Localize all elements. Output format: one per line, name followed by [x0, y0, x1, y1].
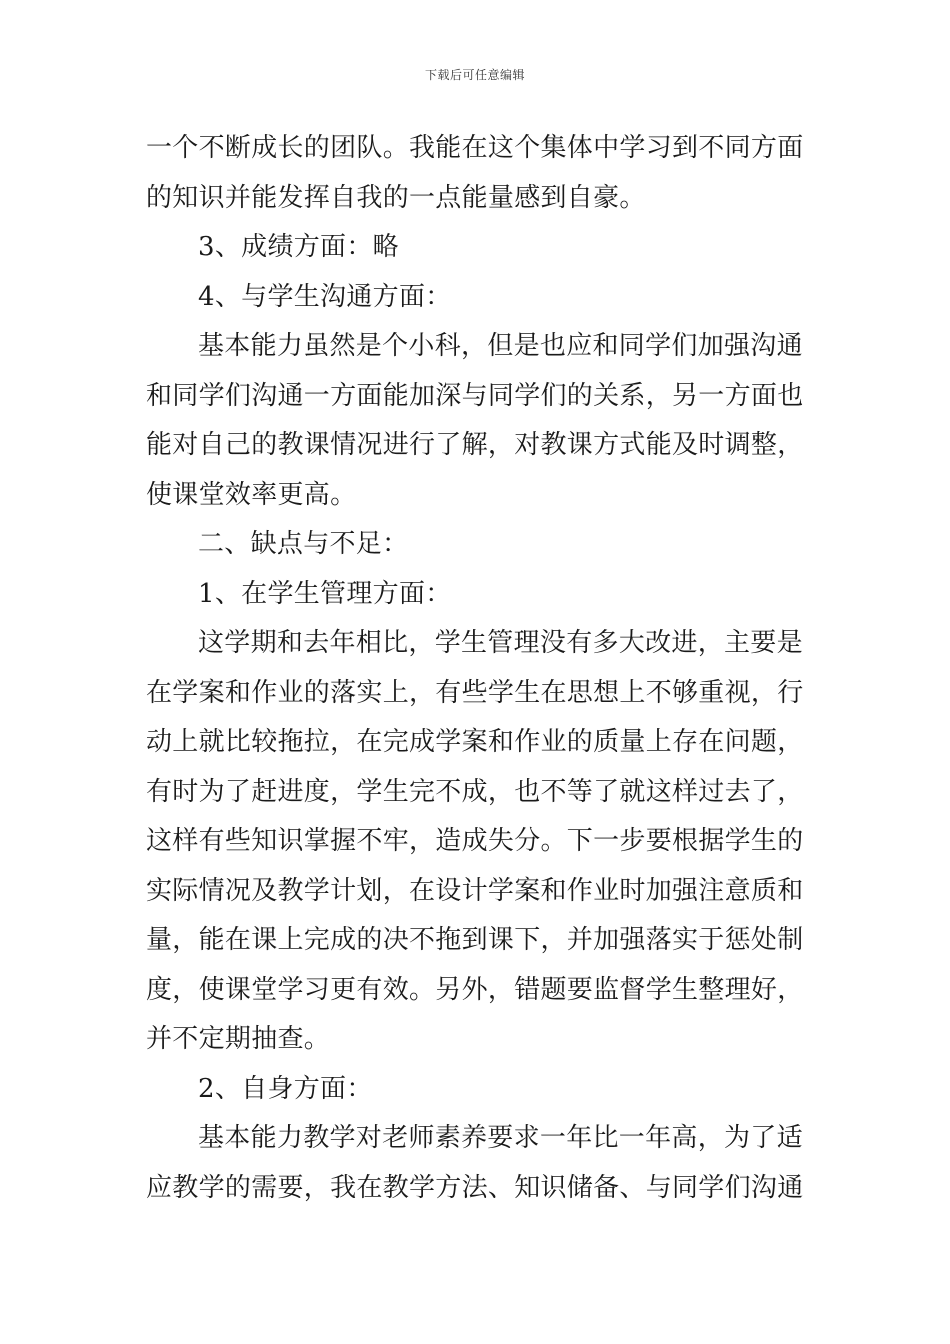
text-line: 度，使课堂学习更有效。另外，错题要监督学生整理好， [146, 974, 804, 1005]
text-line: 在学案和作业的落实上，有些学生在思想上不够重视，行 [146, 677, 804, 708]
paragraph-start-line: 这学期和去年相比，学生管理没有多大改进，主要是 [198, 628, 803, 658]
text-line: 并不定期抽查。 [146, 1024, 331, 1054]
text-line: 量，能在课上完成的决不拖到课下，并加强落实于惩处制 [146, 925, 804, 955]
paragraph-start-line: 基本能力虽然是个小科，但是也应和同学们加强沟通 [198, 331, 803, 361]
paragraph-start-line: 基本能力教学对老师素养要求一年比一年高，为了适 [198, 1123, 803, 1153]
section-heading: 4、与学生沟通方面： [198, 281, 452, 312]
text-line: 应教学的需要，我在教学方法、知识储备、与同学们沟通 [146, 1172, 804, 1203]
text-line: 和同学们沟通一方面能加深与同学们的关系，另一方面也 [146, 380, 804, 411]
text-line: 一个不断成长的团队。我能在这个集体中学习到不同方面 [146, 133, 804, 163]
text-line: 能对自己的教课情况进行了解，对教课方式能及时调整， [146, 430, 804, 460]
section-heading: 3、成绩方面：略 [198, 232, 399, 262]
section-heading: 2、自身方面： [198, 1073, 373, 1104]
text-line: 的知识并能发挥自我的一点能量感到自豪。 [146, 182, 646, 213]
text-line: 有时为了赶进度，学生完不成，也不等了就这样过去了， [146, 776, 804, 807]
document-body [146, 124, 808, 1213]
section-heading: 1、在学生管理方面： [198, 578, 452, 609]
page-header-note: 下载后可任意编辑 [424, 68, 525, 82]
text-line: 动上就比较拖拉，在完成学案和作业的质量上存在问题， [146, 727, 804, 757]
text-line: 这样有些知识掌握不牢，造成失分。下一步要根据学生的 [146, 826, 804, 856]
text-line: 实际情况及教学计划，在设计学案和作业时加强注意质和 [146, 875, 804, 906]
text-line: 使课堂效率更高。 [146, 479, 357, 510]
section-heading: 二、缺点与不足： [198, 529, 409, 559]
